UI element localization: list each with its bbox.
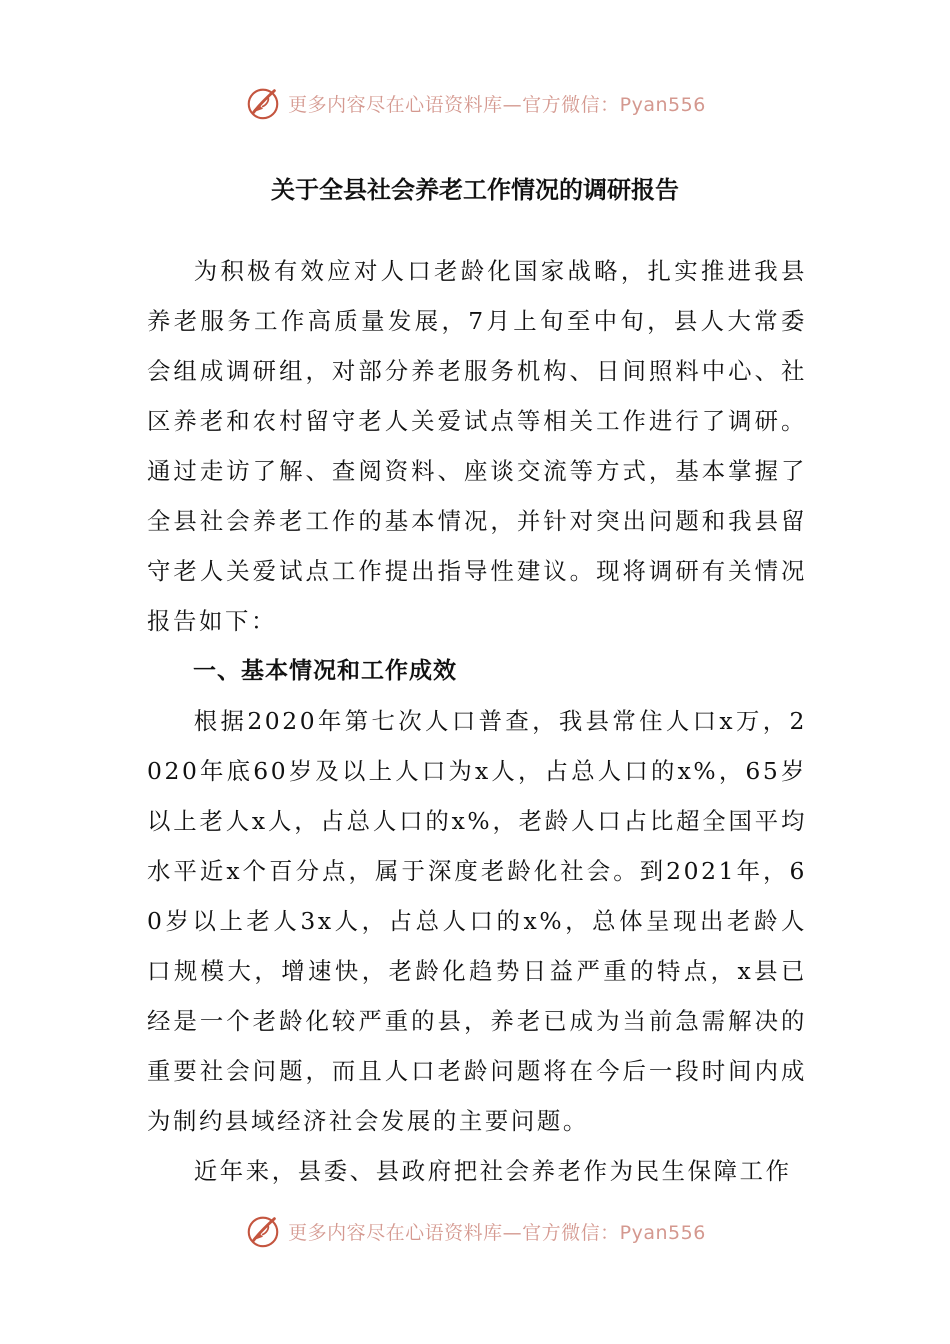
document-body [147, 246, 807, 1196]
section-heading: 一、基本情况和工作成效 [193, 658, 457, 684]
watermark-text: 更多内容尽在心语资料库—官方微信：Pyan556 [288, 93, 706, 116]
document-title: 关于全县社会养老工作情况的调研报告 [271, 176, 679, 204]
watermark-footer [0, 1208, 950, 1254]
watermark-header [0, 80, 950, 126]
watermark-text: 更多内容尽在心语资料库—官方微信：Pyan556 [288, 1221, 706, 1244]
body-paragraph-continued: 近年来，县委、县政府把社会养老作为民生保障工作 [193, 1157, 792, 1185]
pen-on-circle-logo-icon [244, 84, 282, 122]
intro-paragraph: 为积极有效应对人口老龄化国家战略，扎实推进我县养老服务工作高质量发展，7月上旬至中旬，县人大常委会组成调研组，对部分养老服务机构、日间照料中心、社区养老和农村留守老人关爱试点等相关工作进行了调研。通过走访了解、查阅资料、座谈交流等方式，基本掌握了全县社会养老工作的基本情况，并针对突出问题和我县留守老人关爱试点工作提出指导性建议。现将调研有关情况报告如下： [147, 257, 807, 635]
pen-on-circle-logo-icon [244, 1212, 282, 1250]
body-paragraph: 根据2020年第七次人口普查，我县常住人口x万，2020年底60岁及以上人口为x人，占总人口的x%，65岁以上老人x人，占总人口的x%，老龄人口占比超全国平均水平近x个百分点，属于深度老龄化社会。到2021年，60岁以上老人3x人，占总人口的x%，总体呈现出老龄人口规模大，增速快，老龄化趋势日益严重的特点，x县已经是一个老龄化较严重的县，养老已成为当前急需解决的重要社会问题，而且人口老龄问题将在今后一段时间内成为制约县域经济社会发展的主要问题。 [147, 707, 807, 1135]
